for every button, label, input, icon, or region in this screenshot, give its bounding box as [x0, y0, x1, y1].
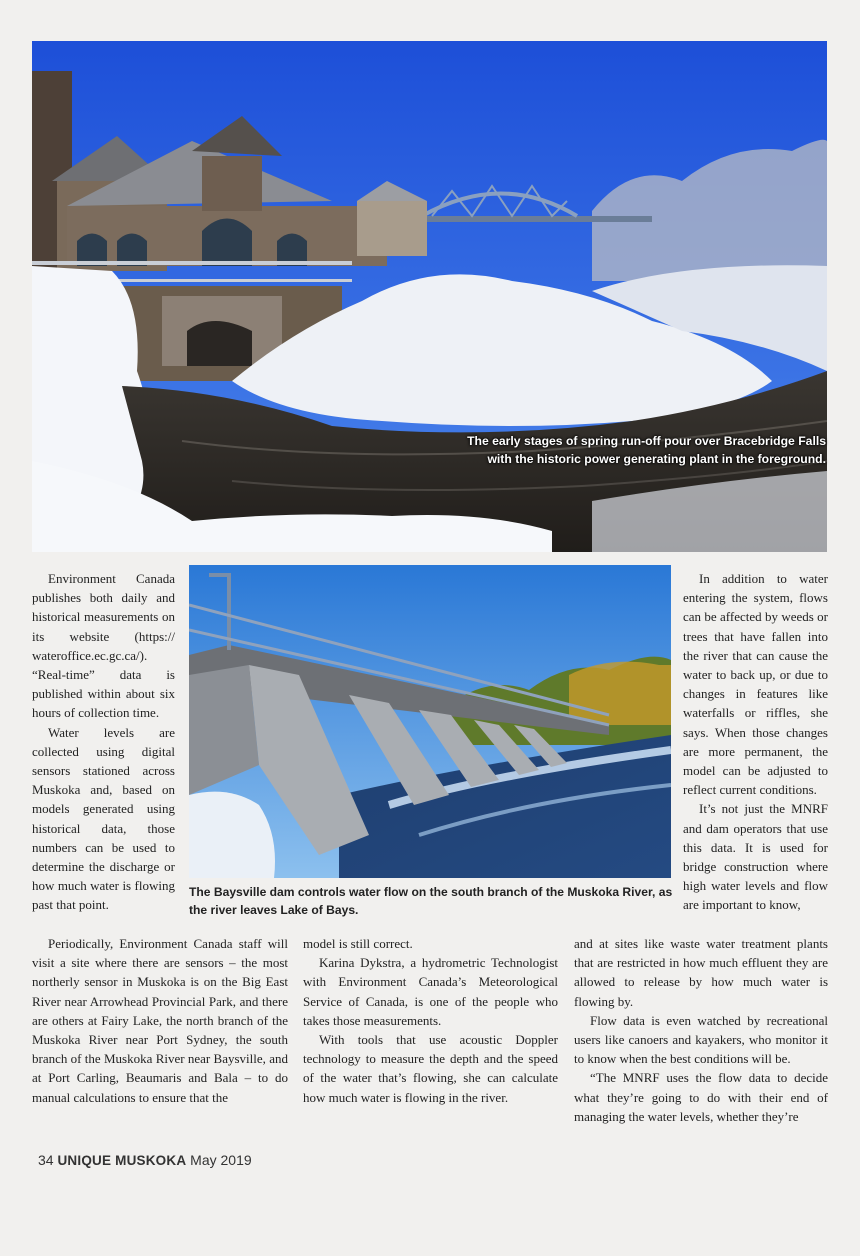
magazine-name: UNIQUE MUSKOKA [57, 1153, 187, 1168]
left-column-bottom [32, 934, 288, 1107]
page-number: 34 [38, 1152, 54, 1168]
paragraph: In addition to water entering the system, flows can be affected by weeds or trees that have fallen into the river that can cause the water to back up, or due to changes in features like waterfalls or riffles, she says. When those changes are more permanent, the model can be adjusted to reflect current conditions. [683, 571, 828, 798]
paragraph: With tools that use acoustic Doppler technology to measure the depth and the speed of the water that’s flowing, she can calculate how much water is flowing in the river. [303, 1032, 558, 1105]
paragraph: Environment Canada publishes both daily and historical measurements on its website (https:// wateroffice.ec.gc.ca/). “Real-time” data is published within about six hours of collection time. [32, 571, 175, 721]
paragraph: It’s not just the MNRF and dam operators that use this data. It is used for bridge construction where high water levels and flow are important to know, [683, 801, 828, 913]
page-footer [38, 1152, 252, 1168]
paragraph: Water levels are collected using digital sensors stationed across Muskoka and, based on models generated using historical data, those numbers can be used to determine the discharge or how much water is flowing past that point. [32, 724, 175, 913]
paragraph: “The MNRF uses the flow data to decide what they’re going to do with their end of managing the water levels, whether they’re [574, 1070, 828, 1124]
dam-photo-caption: The Baysville dam controls water flow on the south branch of the Muskoka River, as the river leaves Lake of Bays. [189, 885, 673, 917]
middle-column-bottom [303, 934, 558, 1107]
paragraph: model is still correct. [303, 936, 413, 951]
right-column-bottom [574, 934, 828, 1126]
baysville-dam-photo [189, 565, 671, 878]
right-column-top [683, 569, 828, 915]
paragraph: Periodically, Environment Canada staff will visit a site where there are sensors – the most northerly sensor in Muskoka is on the Big East River near Arrowhead Provincial Park, and there are others at Fairy Lake, the north branch of the Muskoka River near Port Sydney, the south branch of the Muskoka River near Baysville, and at Port Carling, Beaumaris and Bala – to do manual calculations to ensure that the [32, 936, 288, 1105]
paragraph: Flow data is even watched by recreational users like canoers and kayakers, who monitor it to know when the best conditions will be. [574, 1012, 828, 1067]
top-photo-caption: The early stages of spring run-off pour over Bracebridge Falls with the historic power generating plant in the foreground. [467, 434, 826, 466]
paragraph: and at sites like waste water treatment plants that are restricted in how much effluent they are allowed to release by how much water is flowing by. [574, 936, 828, 1009]
bracebridge-falls-photo [32, 41, 827, 552]
issue-date: May 2019 [190, 1152, 252, 1168]
paragraph: Karina Dykstra, a hydrometric Technologist with Environment Canada’s Meteorological Service of Canada, is one of the people who takes those measurements. [303, 955, 558, 1028]
left-column-top [32, 569, 175, 915]
